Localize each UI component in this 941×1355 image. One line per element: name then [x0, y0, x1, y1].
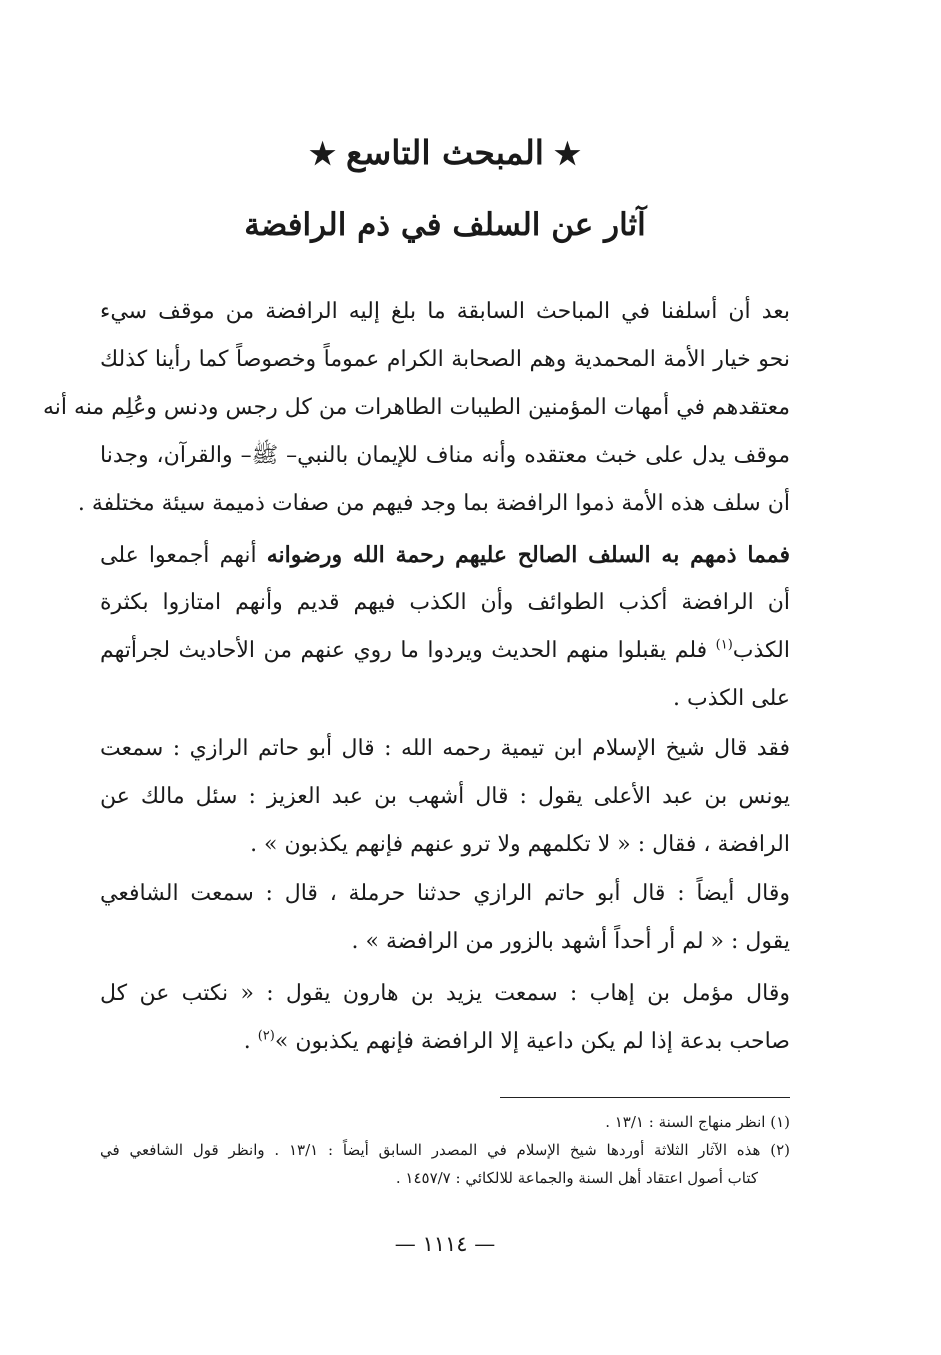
paragraph-quote-malik — [100, 725, 790, 869]
section-heading-title: المبحث التاسع — [346, 133, 544, 172]
section-heading — [100, 128, 790, 180]
footnote-ref: (٢) — [257, 1028, 275, 1044]
footnote-2-continuation: كتاب أصول اعتقاد أهل السنة والجماعة للالكائي : ١٤٥٧/٧ . — [395, 1169, 758, 1187]
paragraph-line: نحو خيار الأمة المحمدية وهم الصحابة الكرام عموماً وخصوصاً كما رأينا كذلك — [100, 347, 790, 372]
star-icon: ★ — [309, 137, 337, 172]
footnote-divider — [500, 1097, 790, 1098]
paragraph-quote-shafii — [100, 870, 790, 966]
chapter-title: آثار عن السلف في ذم الرافضة — [244, 207, 646, 243]
paragraph-line: بعد أن أسلفنا في المباحث السابقة ما بلغ إليه الرافضة من موقف سيء — [100, 299, 790, 324]
paragraph-line — [100, 627, 790, 675]
line-text: فلم يقبلوا منهم الحديث ويردوا ما روي عنهم من الأحاديث لجرأتهم — [100, 638, 716, 663]
paragraph-line — [100, 531, 790, 579]
line-text: أنهم أجمعوا على — [100, 543, 267, 568]
paragraph-consensus — [100, 531, 790, 723]
paragraph-line: أن الرافضة أكذب الطوائف وأن الكذب فيهم قديم وأنهم امتازوا بكثرة — [100, 590, 790, 615]
paragraph-intro — [42, 288, 790, 528]
footnote-2: (٢) هذه الآثار الثلاثة أوردها شيخ الإسلام في المصدر السابق أيضاً : ١٣/١ . وانظر قول الشافعي في — [100, 1141, 790, 1159]
paragraph-quote-yazid — [100, 970, 790, 1066]
paragraph-line: موقف يدل على خبث معتقده وأنه مناف للإيمان بالنبي– ﷺ– والقرآن، وجدنا — [100, 443, 790, 468]
paragraph-line: فقد قال شيخ الإسلام ابن تيمية رحمه الله : قال أبو حاتم الرازي : سمعت — [100, 736, 790, 761]
star-icon: ★ — [553, 137, 581, 172]
paragraph-line: الرافضة ، فقال : « لا تكلمهم ولا ترو عنهم فإنهم يكذبون » . — [250, 832, 790, 857]
page-number: — ١١١٤ — — [394, 1232, 496, 1256]
bold-phrase: فمما ذمهم به السلف الصالح عليهم رحمة الله ورضوانه — [266, 542, 791, 568]
document-page — [42, 0, 791, 1355]
line-text: . — [243, 1029, 258, 1054]
line-text: الكذب — [732, 638, 790, 663]
footnote-ref: (١) — [715, 637, 733, 653]
paragraph-line: وقال مؤمل بن إهاب : سمعت يزيد بن هارون يقول : « نكتب عن كل — [100, 981, 790, 1006]
paragraph-line — [100, 1018, 790, 1066]
paragraph-line: يونس بن عبد الأعلى يقول : قال أشهب بن عبد العزيز : سئل مالك عن — [100, 784, 790, 809]
footnote-1: (١) انظر منهاج السنة : ١٣/١ . — [605, 1113, 790, 1131]
paragraph-line: على الكذب . — [673, 686, 790, 711]
footnotes — [100, 1108, 790, 1192]
paragraph-line: يقول : « لم أر أحداً أشهد بالزور من الرافضة » . — [351, 929, 790, 954]
paragraph-line: معتقدهم في أمهات المؤمنين الطيبات الطاهرات من كل رجس ودنس وعُلِم منه أنه — [42, 395, 790, 420]
line-text: صاحب بدعة إذا لم يكن داعية إلا الرافضة فإنهم يكذبون » — [274, 1029, 790, 1054]
paragraph-line: أن سلف هذه الأمة ذموا الرافضة بما وجد فيهم من صفات ذميمة سيئة مختلفة . — [77, 491, 790, 516]
paragraph-line: وقال أيضاً : قال أبو حاتم الرازي حدثنا حرملة ، قال : سمعت الشافعي — [100, 881, 790, 906]
